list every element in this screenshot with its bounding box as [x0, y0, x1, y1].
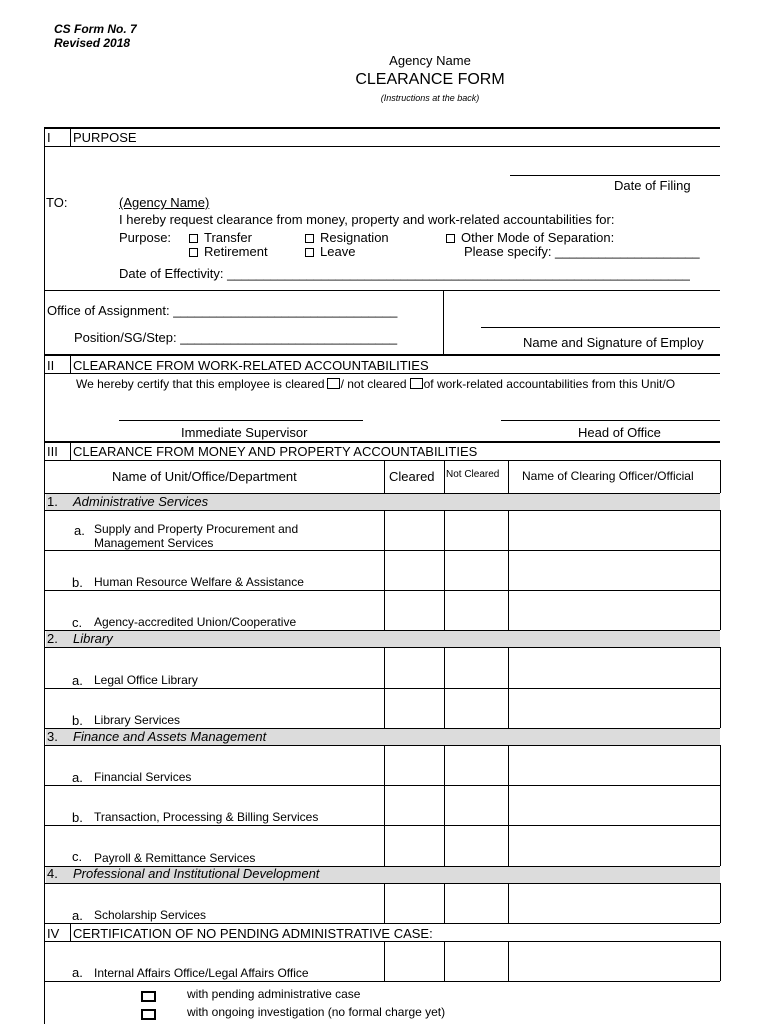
item-letter: a.: [72, 673, 83, 688]
office-assignment-field[interactable]: Office of Assignment: _______________________________: [47, 303, 398, 318]
certification-statement: We hereby certify that this employee is cleared / not cleared of work-related accountabilities from this Unit/O: [76, 377, 676, 391]
employee-signature-line[interactable]: [481, 327, 720, 328]
pending-case-label: with pending administrative case: [187, 987, 361, 1001]
form-number: CS Form No. 7: [54, 22, 137, 36]
item-letter: b.: [72, 713, 83, 728]
col-not-cleared-header: Not Cleared: [446, 469, 500, 480]
date-of-filing-label: Date of Filing: [614, 178, 691, 193]
group-number: 4.: [47, 866, 58, 881]
item-label: Transaction, Processing & Billing Services: [94, 810, 319, 824]
item-letter: a.: [74, 523, 85, 538]
employee-signature-label: Name and Signature of Employ: [523, 335, 704, 350]
item-letter: b.: [72, 810, 83, 825]
group-number: 1.: [47, 494, 58, 509]
item-label: Internal Affairs Office/Legal Affairs Office: [94, 966, 309, 980]
section-3-number: III: [47, 444, 58, 459]
ongoing-investigation-label: with ongoing investigation (no formal charge yet): [187, 1005, 446, 1019]
section-1-number: I: [47, 130, 51, 145]
form-revision: Revised 2018: [54, 36, 131, 50]
checkbox-icon: [189, 248, 198, 257]
section-4-number: IV: [47, 926, 60, 941]
section-4-title: CERTIFICATION OF NO PENDING ADMINISTRATIVE CASE:: [73, 926, 433, 941]
date-of-filing-line[interactable]: [510, 175, 720, 176]
section-3-title: CLEARANCE FROM MONEY AND PROPERTY ACCOUNTABILITIES: [73, 444, 478, 459]
col-cleared-header: Cleared: [389, 469, 435, 484]
head-signature-line[interactable]: [501, 420, 720, 421]
item-label: Legal Office Library: [94, 673, 198, 687]
instructions-note: (Instructions at the back): [380, 93, 480, 103]
col-unit-header: Name of Unit/Office/Department: [112, 469, 297, 484]
supervisor-label: Immediate Supervisor: [181, 425, 308, 440]
pending-case-checkbox[interactable]: [141, 991, 156, 1002]
group-name: Professional and Institutional Development: [73, 866, 320, 881]
top-border: [44, 127, 720, 129]
ongoing-investigation-checkbox[interactable]: [141, 1009, 156, 1020]
section-2-number: II: [47, 358, 55, 373]
checkbox-icon: [305, 234, 314, 243]
item-letter: a.: [72, 908, 83, 923]
cleared-checkbox[interactable]: [327, 378, 340, 389]
item-letter: c.: [72, 849, 83, 864]
purpose-other-checkbox[interactable]: Other Mode of Separation:: [446, 230, 614, 245]
checkbox-icon: [305, 248, 314, 257]
section-2-title: CLEARANCE FROM WORK-RELATED ACCOUNTABILITIES: [73, 358, 429, 373]
item-label: Supply and Property Procurement and: [94, 522, 299, 536]
item-letter: a.: [72, 965, 83, 980]
item-label: Library Services: [94, 713, 181, 727]
request-statement: I hereby request clearance from money, property and work-related accountabilities for:: [119, 212, 615, 227]
group-name: Library: [73, 631, 113, 646]
item-label: Agency-accredited Union/Cooperative: [94, 615, 297, 629]
purpose-transfer-checkbox[interactable]: Transfer: [189, 230, 252, 245]
section-1-title: PURPOSE: [73, 130, 137, 145]
item-letter: a.: [72, 770, 83, 785]
purpose-retirement-checkbox[interactable]: Retirement: [189, 244, 268, 259]
checkbox-icon: [446, 234, 455, 243]
item-label: Scholarship Services: [94, 908, 207, 922]
form-title: CLEARANCE FORM: [355, 71, 505, 88]
supervisor-signature-line[interactable]: [119, 420, 363, 421]
col-officer-header: Name of Clearing Officer/Official: [522, 469, 694, 483]
group-number: 3.: [47, 729, 58, 744]
position-sg-step-field[interactable]: Position/SG/Step: ______________________________: [74, 330, 398, 345]
agency-name: Agency Name: [389, 53, 471, 68]
item-letter: c.: [72, 615, 83, 630]
group-name: Administrative Services: [73, 494, 209, 509]
group-number: 2.: [47, 631, 58, 646]
date-of-effectivity-field[interactable]: Date of Effectivity: ________________________________________________________________: [119, 266, 690, 281]
group-name: Finance and Assets Management: [73, 729, 267, 744]
item-label: Financial Services: [94, 770, 192, 784]
head-of-office-label: Head of Office: [578, 425, 661, 440]
purpose-leave-checkbox[interactable]: Leave: [305, 244, 355, 259]
purpose-label: Purpose:: [119, 230, 172, 245]
not-cleared-checkbox[interactable]: [410, 378, 423, 389]
left-border: [44, 127, 45, 1024]
checkbox-icon: [189, 234, 198, 243]
item-label-line2: Management Services: [94, 536, 214, 550]
agency-name-field[interactable]: (Agency Name): [119, 195, 210, 210]
item-label: Human Resource Welfare & Assistance: [94, 575, 304, 589]
item-label: Payroll & Remittance Services: [94, 851, 256, 865]
to-label: TO:: [46, 195, 68, 210]
group-header-row: [46, 630, 720, 647]
item-letter: b.: [72, 575, 83, 590]
purpose-resignation-checkbox[interactable]: Resignation: [305, 230, 389, 245]
please-specify-field[interactable]: Please specify: ____________________: [464, 244, 700, 259]
